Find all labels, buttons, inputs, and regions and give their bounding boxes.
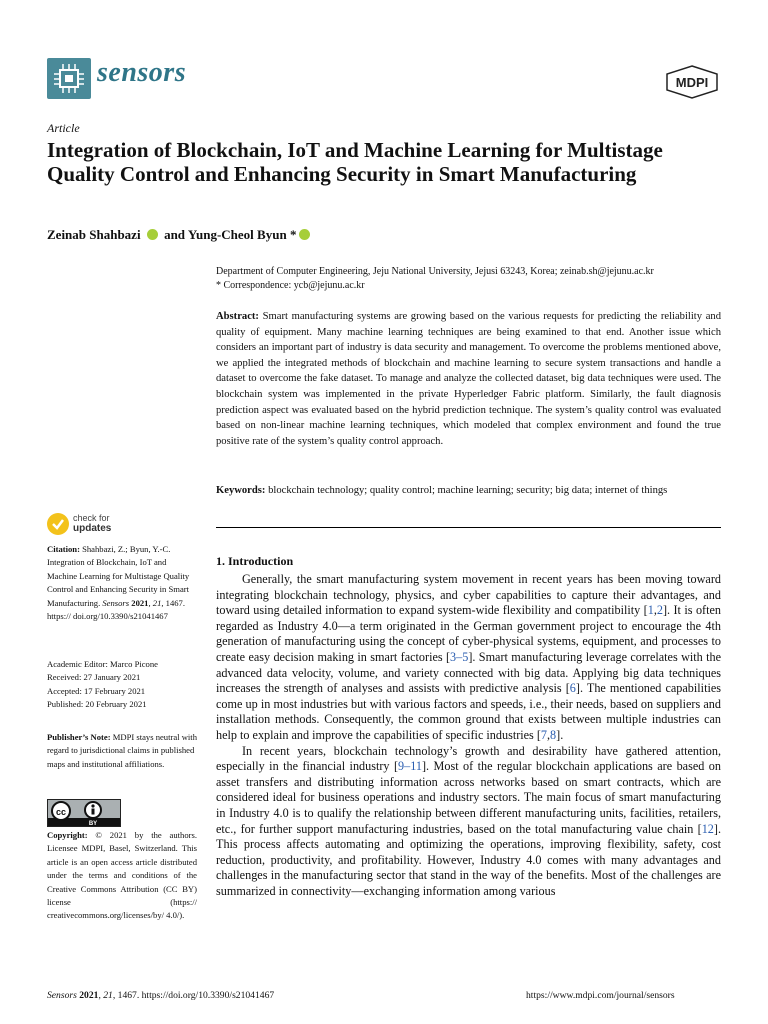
citation-link[interactable]: 3–5 (450, 649, 469, 664)
accepted-date: Accepted: 17 February 2021 (47, 685, 146, 696)
journal-name: sensors (97, 57, 187, 88)
footer-year: 2021 (76, 990, 99, 1001)
published-date: Published: 20 February 2021 (47, 699, 147, 710)
citation-volume: , 21 (148, 597, 162, 608)
citation-link[interactable]: 1 (647, 603, 654, 618)
citation-link[interactable]: 8 (550, 727, 557, 742)
text-run: In recent years, blockchain technology’s growth and desirability have gathered attention, especially in the financial industry [ (216, 743, 721, 774)
article-dates (47, 658, 197, 712)
orcid-icon[interactable] (299, 229, 310, 240)
text-run: ]. It is often regarded as Industry 4.0—a term originated in the German government project to encourage the 4th generation of manufacturing using the concept of cyber-physical systems, equipment, and processes to create easy decision making in smart factories [ (216, 603, 721, 664)
paragraph (216, 572, 721, 744)
author-connector: and (164, 227, 188, 242)
correspondence-line: * Correspondence: ycb@jejunu.ac.kr (216, 280, 365, 291)
cc-by-label: BY (88, 821, 98, 826)
text-run: Generally, the smart manufacturing system movement in recent years has been moving toward integrating blockchain technology, physics, and cyber capabilities to capture their advantages, and toward using detailed information to expand system-wide flexibility and compatibility [ (216, 572, 721, 618)
pubnote-label: Publisher’s Note: (47, 732, 111, 742)
publisher-name: MDPI (675, 75, 709, 90)
check-updates-label: updates (73, 523, 112, 534)
divider (216, 527, 721, 528)
citation-link[interactable]: 2 (656, 603, 663, 618)
orcid-icon[interactable] (147, 229, 158, 240)
citation (47, 543, 197, 623)
copyright-text: © 2021 by the authors. Licensee MDPI, Basel, Switzerland. This article is an open access article distributed under the terms and conditions of the Creative Commons Attribution (CC BY) license (https:// creativecommons.org/licenses/by/ 4.0/). (47, 830, 197, 921)
cc-label: cc (55, 807, 67, 817)
footer-doi[interactable]: , 1467. https://doi.org/10.3390/s21041467 (112, 990, 275, 1001)
journal-logo-icon (47, 58, 91, 99)
citation-link[interactable]: 9–11 (398, 759, 422, 774)
citation-text: Shahbazi, Z.; Byun, Y.-C. Integration of Blockchain, IoT and Machine Learning for Multistage Quality Control and Enhancing Security in Smart Manufacturing. (47, 544, 190, 608)
copyright-label: Copyright: (47, 830, 88, 840)
publishers-note (47, 731, 197, 771)
body-text (216, 572, 721, 899)
academic-editor: Academic Editor: Marco Picone (47, 659, 158, 669)
keywords (216, 483, 721, 498)
text-run: ]. Most of the regular blockchain applications are based on asset transfers and distributing information across networks based on smart contracts, which are considered ideal for business operations and industry sectors. The main focus of smart manufacturing in Industry 4.0 is to qualify the relationship between different manufacturing units, facilities, retailers, etc., for further support manufacturing industries, based on the total manufacturing value chain [ (216, 759, 721, 836)
author-list (47, 227, 313, 243)
check-for-updates-button[interactable] (47, 511, 127, 539)
citation-year: 2021 (129, 597, 149, 608)
mdpi-logo-icon (665, 65, 719, 99)
article-title: Integration of Blockchain, IoT and Machine Learning for Multistage Quality Control and Enhancing Security in Smart Manufacturing (47, 138, 663, 186)
text-run: ]. The mentioned capabilities come up in most industries but with various factors and speeds, i.e., their needs, based on suppliers and installation methods. Consequently, the common ground that exists between multiple industries can help to explain and improve the capabilities of specific industries [ (216, 681, 721, 742)
citation-link[interactable]: 12 (701, 821, 714, 836)
author-name[interactable]: Zeinab Shahbazi (47, 227, 141, 242)
abstract (216, 309, 721, 449)
check-updates-icon (47, 513, 69, 535)
received-date: Received: 27 January 2021 (47, 672, 141, 683)
text-run: ]. This process affects automating and optimizing the operations, improving flexibility, safety, cost reduction, productivity, and profitability. However, Industry 4.0 comes with many advantages and challenges in the manufacturing sector that stand in the way of the benefits. Most of the challenges are summarized in connectivity—exchanging information among various (216, 821, 721, 898)
cc-by-license-icon[interactable] (47, 799, 121, 827)
footer-journal: Sensors (47, 990, 77, 1001)
affiliation-line: Department of Computer Engineering, Jeju National University, Jejusi 63243, Korea; zeinab.sh@jejunu.ac.kr (216, 266, 654, 277)
section-heading: 1. Introduction (216, 554, 294, 568)
citation-journal: Sensors (102, 597, 130, 608)
footer-journal-url[interactable]: https://www.mdpi.com/journal/sensors (526, 990, 675, 1001)
text-run: ]. (556, 727, 564, 742)
keywords-text: blockchain technology; quality control; machine learning; security; big data; internet of things (265, 485, 668, 496)
keywords-label: Keywords: (216, 485, 266, 496)
affiliation (216, 265, 721, 293)
citation-doi[interactable]: , 1467. https:// doi.org/10.3390/s21041467 (47, 597, 185, 622)
author-name[interactable]: Yung-Cheol Byun (187, 227, 287, 242)
text-run: , (547, 727, 551, 742)
pubnote-text: MDPI stays neutral with regard to jurisdictional claims in published maps and institutional affiliations. (47, 732, 197, 769)
text-run: , (653, 603, 657, 618)
article-type: Article (47, 121, 80, 135)
citation-label: Citation: (47, 544, 80, 554)
footer-citation (47, 990, 274, 1001)
citation-link[interactable]: 6 (569, 681, 576, 696)
copyright (47, 829, 197, 923)
text-run: ]. Smart manufacturing leverage correlates with the advanced data velocity, volume, and variety connected with big data. Applying big data techniques increases the strength of analyses and assists with predictive analysis [ (216, 649, 721, 696)
footer-volume: , 21 (98, 990, 113, 1001)
check-updates-label: check for (73, 513, 110, 523)
abstract-text: Smart manufacturing systems are growing based on the various requests for predicting the reliability and quality of equipment. Many machine learning techniques are being examined to that end. Another issue which considers an important part of industry is data security and management. To overcome the problems mentioned above, we applied the integrated methods of blockchain and machine learning to secure system transactions and handle a dataset to overcome the fake dataset. To manage and analyze the collected dataset, big data techniques were used. The blockchain system was implemented in the private Hyperledger Fabric platform. Similarly, the fault diagnosis prediction aspect was evaluated based on the hybrid prediction technique. The system’s quality control was evaluated based on non-linear machine learning techniques, which modeled that complex environment and found the true positive rate of the system’s quality control approach. (216, 311, 721, 447)
paragraph (216, 744, 721, 900)
citation-link[interactable]: 7 (540, 727, 547, 742)
abstract-label: Abstract: (216, 311, 259, 322)
corresponding-mark: * (289, 227, 297, 242)
